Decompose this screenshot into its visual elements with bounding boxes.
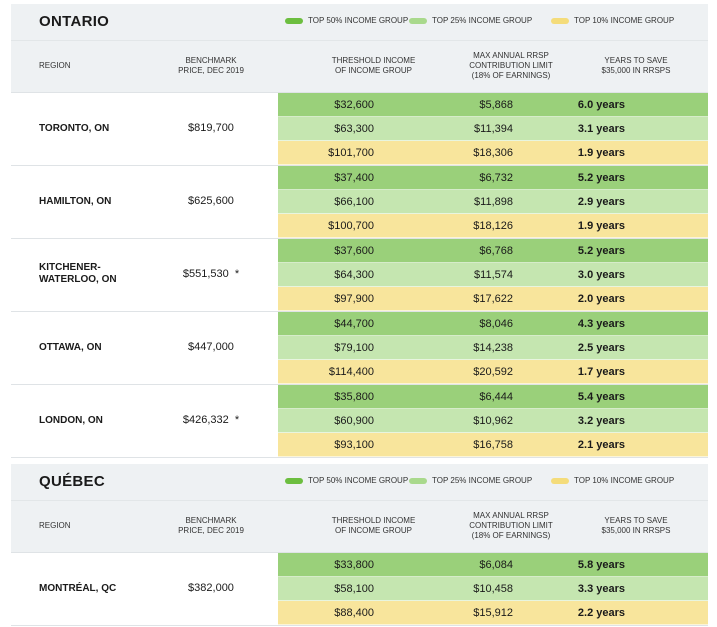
threshold-income: $88,400 xyxy=(334,606,374,619)
region-block xyxy=(11,312,708,385)
column-header-line: $35,000 IN RRSPS xyxy=(601,66,671,75)
legend-swatch xyxy=(409,18,427,24)
rrsp-limit: $10,458 xyxy=(473,582,513,595)
column-header-line: MAX ANNUAL RRSP xyxy=(473,51,549,60)
years-to-save: 3.0 years xyxy=(577,268,625,281)
column-header-row xyxy=(11,41,708,93)
income-group-row xyxy=(278,577,708,601)
threshold-income: $58,100 xyxy=(334,582,374,595)
legend-swatch xyxy=(551,18,569,24)
income-group-row xyxy=(278,214,708,238)
years-to-save: 3.3 years xyxy=(577,582,625,595)
region-block xyxy=(11,239,708,312)
column-header-region: REGION xyxy=(39,521,71,530)
income-group-row xyxy=(278,601,708,625)
column-header-benchmark xyxy=(161,56,261,76)
rrsp-limit: $15,912 xyxy=(473,606,513,619)
benchmark-price: $382,000 xyxy=(188,582,234,594)
column-header-line: YEARS TO SAVE xyxy=(604,56,668,65)
rrsp-limit: $6,732 xyxy=(479,171,513,184)
years-to-save: 5.8 years xyxy=(577,558,625,571)
rrsp-limit: $8,046 xyxy=(479,317,513,330)
legend-swatch xyxy=(285,18,303,24)
income-group-row xyxy=(278,553,708,577)
legend-item-top50 xyxy=(285,16,408,25)
threshold-income: $66,100 xyxy=(334,195,374,208)
income-group-row xyxy=(278,409,708,433)
region-name xyxy=(39,342,102,354)
column-header-threshold xyxy=(316,516,431,536)
threshold-income: $37,400 xyxy=(334,171,374,184)
region-name xyxy=(39,415,103,427)
section-header xyxy=(11,4,708,41)
income-group-row xyxy=(278,336,708,360)
rrsp-limit: $5,868 xyxy=(479,98,513,111)
column-header-line: BENCHMARK xyxy=(185,516,237,525)
threshold-income: $100,700 xyxy=(328,219,374,232)
years-to-save: 3.1 years xyxy=(577,122,625,135)
income-group-row xyxy=(278,360,708,384)
section-header xyxy=(11,464,708,501)
threshold-income: $97,900 xyxy=(334,292,374,305)
column-header-line: THRESHOLD INCOME xyxy=(331,516,416,525)
threshold-income: $64,300 xyxy=(334,268,374,281)
years-to-save: 5.2 years xyxy=(577,171,625,184)
rrsp-limit: $6,444 xyxy=(479,390,513,403)
years-to-save: 2.0 years xyxy=(577,292,625,305)
benchmark-price: $426,332 * xyxy=(182,414,240,426)
income-group-row xyxy=(278,263,708,287)
income-group-row xyxy=(278,287,708,311)
column-header-line: CONTRIBUTION LIMIT xyxy=(469,61,553,70)
column-header-years xyxy=(586,56,686,76)
rrsp-limit: $6,084 xyxy=(479,558,513,571)
rrsp-limit: $18,306 xyxy=(473,146,513,159)
threshold-income: $101,700 xyxy=(328,146,374,159)
years-to-save: 5.4 years xyxy=(577,390,625,403)
threshold-income: $37,600 xyxy=(334,244,374,257)
column-header-line: OF INCOME GROUP xyxy=(335,526,412,535)
threshold-income: $32,600 xyxy=(334,98,374,111)
rrsp-limit: $6,768 xyxy=(479,244,513,257)
region-name-line: WATERLOO, ON xyxy=(39,274,117,285)
column-header-line: PRICE, DEC 2019 xyxy=(178,66,244,75)
column-header-line: (18% OF EARNINGS) xyxy=(471,531,551,540)
region-block xyxy=(11,385,708,458)
column-header-line: MAX ANNUAL RRSP xyxy=(473,511,549,520)
region-name xyxy=(39,262,117,286)
income-group-row xyxy=(278,312,708,336)
threshold-income: $79,100 xyxy=(334,341,374,354)
years-to-save: 1.7 years xyxy=(577,365,625,378)
income-group-row xyxy=(278,433,708,457)
legend-item-top10 xyxy=(551,476,674,485)
legend-item-top25 xyxy=(409,476,532,485)
years-to-save: 2.5 years xyxy=(577,341,625,354)
legend-label: TOP 50% INCOME GROUP xyxy=(308,476,409,485)
rrsp-limit: $18,126 xyxy=(473,219,513,232)
threshold-income: $93,100 xyxy=(334,438,374,451)
benchmark-price: $447,000 xyxy=(188,341,234,353)
rrsp-limit: $17,622 xyxy=(473,292,513,305)
threshold-income: $63,300 xyxy=(334,122,374,135)
region-name-line: OTTAWA, ON xyxy=(39,342,102,353)
legend-swatch xyxy=(409,478,427,484)
column-header-row xyxy=(11,501,708,553)
legend-label: TOP 50% INCOME GROUP xyxy=(308,16,409,25)
benchmark-price: $551,530 * xyxy=(182,268,240,280)
region-block xyxy=(11,166,708,239)
income-group-row xyxy=(278,385,708,409)
income-group-row xyxy=(278,93,708,117)
column-header-line: (18% OF EARNINGS) xyxy=(471,71,551,80)
income-group-row xyxy=(278,117,708,141)
legend-label: TOP 10% INCOME GROUP xyxy=(574,476,675,485)
province-section xyxy=(11,464,708,626)
column-header-threshold xyxy=(316,56,431,76)
column-header-line: YEARS TO SAVE xyxy=(604,516,668,525)
column-header-line: CONTRIBUTION LIMIT xyxy=(469,521,553,530)
years-to-save: 6.0 years xyxy=(577,98,625,111)
legend-label: TOP 10% INCOME GROUP xyxy=(574,16,675,25)
legend-item-top10 xyxy=(551,16,674,25)
benchmark-price: $819,700 xyxy=(188,122,234,134)
province-title: ONTARIO xyxy=(39,13,110,30)
income-group-row xyxy=(278,166,708,190)
rrsp-limit: $14,238 xyxy=(473,341,513,354)
years-to-save: 1.9 years xyxy=(577,146,625,159)
region-name-line: MONTRÉAL, QC xyxy=(39,583,117,594)
column-header-benchmark xyxy=(161,516,261,536)
province-section xyxy=(11,4,708,458)
years-to-save: 3.2 years xyxy=(577,414,625,427)
column-header-line: THRESHOLD INCOME xyxy=(331,56,416,65)
province-title: QUÉBEC xyxy=(39,473,105,490)
rrsp-limit: $11,574 xyxy=(474,268,513,281)
column-header-years xyxy=(586,516,686,536)
rrsp-limit: $20,592 xyxy=(473,365,513,378)
column-header-line: OF INCOME GROUP xyxy=(335,66,412,75)
region-block xyxy=(11,93,708,166)
years-to-save: 2.9 years xyxy=(577,195,625,208)
column-header-rrsp xyxy=(451,511,571,541)
years-to-save: 5.2 years xyxy=(577,244,625,257)
region-name-line: HAMILTON, ON xyxy=(39,196,112,207)
region-block xyxy=(11,553,708,626)
years-to-save: 1.9 years xyxy=(577,219,625,232)
legend-item-top50 xyxy=(285,476,408,485)
income-group-row xyxy=(278,141,708,165)
rrsp-limit: $16,758 xyxy=(473,438,513,451)
region-name-line: KITCHENER- xyxy=(39,262,101,273)
income-group-row xyxy=(278,239,708,263)
rrsp-limit: $11,898 xyxy=(474,195,513,208)
benchmark-price: $625,600 xyxy=(188,195,234,207)
threshold-income: $60,900 xyxy=(334,414,374,427)
legend-swatch xyxy=(551,478,569,484)
region-name xyxy=(39,583,116,595)
column-header-region: REGION xyxy=(39,61,71,70)
threshold-income: $33,800 xyxy=(334,558,374,571)
rrsp-limit: $11,394 xyxy=(474,122,513,135)
column-header-line: PRICE, DEC 2019 xyxy=(178,526,244,535)
years-to-save: 4.3 years xyxy=(577,317,625,330)
region-name xyxy=(39,123,109,135)
legend-item-top25 xyxy=(409,16,532,25)
years-to-save: 2.2 years xyxy=(577,606,625,619)
years-to-save: 2.1 years xyxy=(577,438,625,451)
threshold-income: $114,400 xyxy=(328,365,374,378)
legend-label: TOP 25% INCOME GROUP xyxy=(432,16,533,25)
rrsp-limit: $10,962 xyxy=(473,414,513,427)
threshold-income: $35,800 xyxy=(334,390,374,403)
threshold-income: $44,700 xyxy=(334,317,374,330)
income-group-row xyxy=(278,190,708,214)
column-header-line: BENCHMARK xyxy=(185,56,237,65)
legend-swatch xyxy=(285,478,303,484)
legend-label: TOP 25% INCOME GROUP xyxy=(432,476,533,485)
region-name-line: TORONTO, ON xyxy=(39,123,110,134)
region-name xyxy=(39,196,111,208)
region-name-line: LONDON, ON xyxy=(39,415,103,426)
column-header-line: $35,000 IN RRSPS xyxy=(601,526,671,535)
column-header-rrsp xyxy=(451,51,571,81)
